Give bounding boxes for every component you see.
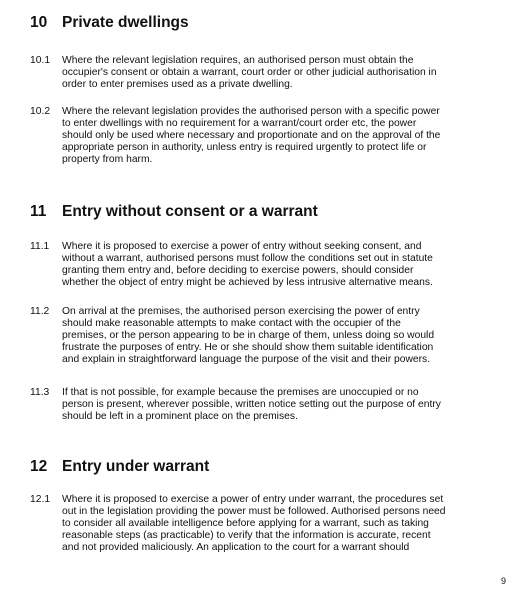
text-line: frustrate the purposes of entry. He or she should show them suitable identification	[62, 341, 434, 353]
page-number: 9	[500, 576, 506, 586]
paragraph-11-1	[30, 241, 508, 289]
section-number: 12	[30, 458, 48, 475]
text-line: property from harm.	[62, 153, 153, 165]
paragraph-text	[62, 241, 508, 289]
paragraph-text	[62, 55, 508, 91]
paragraph-10-2	[30, 106, 508, 166]
paragraph-text	[62, 106, 508, 166]
paragraph-number: 10.1	[30, 55, 51, 66]
section-12-heading	[30, 457, 209, 477]
section-11-heading	[30, 202, 318, 222]
text-line: and not provided maliciously. An application to the court for a warrant should	[62, 541, 410, 553]
text-line: should only be used where necessary and proportionate and on the approval of the	[62, 129, 441, 141]
text-line: out in the legislation providing the power must be followed. Authorised persons need	[62, 505, 446, 517]
paragraph-number: 12.1	[30, 494, 51, 505]
text-line: to consider all available intelligence before applying for a warrant, such as taking	[62, 517, 429, 529]
text-line: should be left in a prominent place on the premises.	[62, 410, 298, 422]
section-10-heading	[30, 13, 189, 33]
paragraph-number: 11.1	[30, 241, 50, 252]
paragraph-11-2	[30, 306, 508, 366]
text-line: On arrival at the premises, the authorised person exercising the power of entry	[62, 306, 420, 317]
text-line: If that is not possible, for example because the premises are unoccupied or no	[62, 387, 419, 398]
paragraph-text	[62, 306, 508, 366]
text-line: reasonable steps (as practicable) to verify that the information is accurate, recent	[62, 529, 431, 541]
section-title: Private dwellings	[62, 14, 189, 31]
text-line: occupier's consent or obtain a warrant, court order or other judicial authorisation in	[62, 66, 437, 78]
section-title: Entry under warrant	[62, 458, 210, 475]
text-line: Where the relevant legislation requires, an authorised person must obtain the	[62, 55, 414, 66]
paragraph-12-1	[30, 494, 508, 554]
paragraph-10-1	[30, 55, 508, 91]
text-line: should make reasonable attempts to make contact with the occupier of the	[62, 317, 401, 329]
text-line: granting them entry and, before deciding to exercise powers, should consider	[62, 264, 414, 276]
paragraph-number: 10.2	[30, 106, 51, 117]
section-number: 10	[30, 14, 48, 31]
paragraph-11-3	[30, 387, 508, 423]
text-line: appropriate person in authority, unless entry is required urgently to protect life or	[62, 141, 427, 153]
paragraph-number: 11.2	[30, 306, 50, 317]
text-line: Where it is proposed to exercise a power of entry under warrant, the procedures set	[62, 494, 444, 505]
text-line: person is present, wherever possible, written notice setting out the purpose of entry	[62, 398, 441, 410]
text-line: Where it is proposed to exercise a power of entry without seeking consent, and	[62, 241, 422, 252]
text-line: whether the object of entry might be achieved by less intrusive alternative means.	[62, 276, 433, 288]
section-number: 11	[30, 203, 47, 220]
paragraph-text	[62, 387, 508, 423]
text-line: premises, or the person appearing to be in charge of them, unless doing so would	[62, 329, 435, 341]
paragraph-text	[62, 494, 508, 554]
text-line: without a warrant, authorised persons must follow the conditions set out in statute	[62, 252, 433, 264]
paragraph-number: 11.3	[30, 387, 50, 398]
text-line: and explain in straightforward language the purpose of the visit and their powers.	[62, 353, 431, 365]
text-line: to enter dwellings with no requirement for a warrant/court order etc, the power	[62, 117, 417, 129]
text-line: order to enter premises used as a private dwelling.	[62, 78, 293, 90]
section-title: Entry without consent or a warrant	[62, 203, 318, 220]
text-line: Where the relevant legislation provides the authorised person with a specific power	[62, 106, 440, 117]
